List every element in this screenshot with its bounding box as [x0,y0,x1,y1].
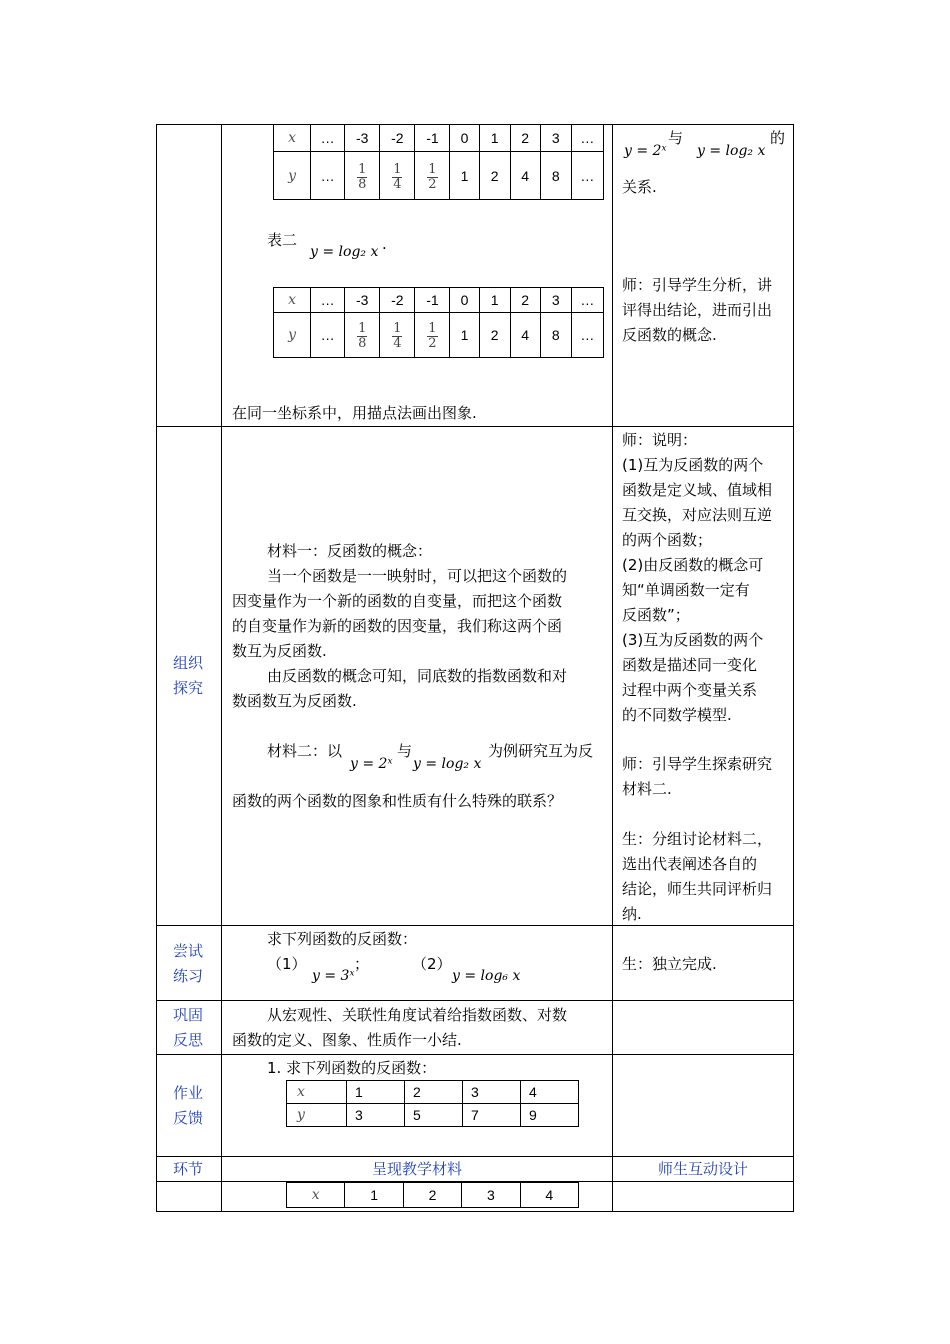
material-1-extra: 由反函数的概念可知，同底数的指数函数和对 [267,667,568,685]
table-cell: 8 [540,152,571,200]
table-cell: 4 [510,152,540,200]
student-note: 生：独立完成. [622,955,717,973]
table-cell: 3 [462,1183,520,1208]
table-cell: … [311,152,345,200]
value-table-1 [273,124,604,200]
teacher-explain-line: 的不同数学模型. [622,706,732,724]
table-cell: 2 [510,288,540,313]
value-table-2 [273,287,604,358]
table-cell [380,313,415,358]
exercise-item-number: （1） [267,955,307,973]
formula-exp: y = 2ˣ [624,143,667,159]
table-cell: 4 [520,1081,578,1104]
teacher-explain-line: 函数是描述同一变化 [622,656,758,674]
table-cell [345,152,380,200]
numerator: 1 [358,161,367,177]
fraction [357,322,367,351]
table-cell: 1 [345,1183,403,1208]
header-stage: 环节 [173,1160,204,1178]
table-cell: 2 [479,313,510,358]
section-label: 练习 [173,967,204,985]
column-divider-1 [221,124,222,1212]
table-cell: 1 [479,288,510,313]
summary-line: 从宏观性、关联性角度试着给指数函数、对数 [267,1006,568,1024]
material-2-prefix: 材料二：以 [267,742,343,760]
table-cell [345,313,380,358]
material-2-line: 函数的两个函数的图象和性质有什么特殊的联系？ [232,792,563,810]
table-row [274,313,604,358]
exercise-title: 求下列函数的反函数： [267,930,418,948]
table-cell: x [287,1183,345,1208]
section-label: 作业 [173,1084,204,1102]
fraction [427,163,437,192]
table-cell: x [287,1081,347,1104]
table-cell: 4 [510,313,540,358]
table-cell: 0 [450,125,479,152]
teacher-note-line: 反函数的概念. [622,326,717,344]
table-cell: -2 [380,288,415,313]
table-2-caption-label: 表二 [267,231,298,249]
table-cell: 1 [347,1081,405,1104]
teacher-explain-line: 函数是定义域、值域相 [622,481,773,499]
table-cell: … [311,313,345,358]
table-cell [415,313,450,358]
table-cell: -3 [345,125,380,152]
table-row [274,288,604,313]
teacher-explain-line: 互交换，对应法则互逆 [622,506,773,524]
teacher-explain-line: 过程中两个变量关系 [622,681,758,699]
row-divider [156,426,794,427]
row-divider [156,1000,794,1001]
table-cell: x [274,288,311,313]
table-cell: -2 [380,125,415,152]
table-cell: -3 [345,288,380,313]
denominator: 2 [428,336,437,351]
denominator: 8 [358,176,367,192]
table-cell: 2 [403,1183,461,1208]
summary-line: 函数的定义、图象、性质作一小结. [232,1031,462,1049]
table-cell: 2 [479,152,510,200]
material-1-line: 数互为反函数. [232,642,327,660]
numerator: 1 [358,321,367,336]
conjunction-text: 与 [397,742,413,760]
homework-table [286,1080,579,1127]
teacher-note-line: 评得出结论，进而引出 [622,301,773,319]
exercise-formula: y = log₆ x [452,968,521,984]
table-cell: … [311,288,345,313]
table-cell: -1 [415,288,450,313]
material-1-line: 当一个函数是一一映射时，可以把这个函数的 [267,567,568,585]
table-cell: … [311,125,345,152]
header-interaction: 师生互动设计 [657,1160,748,1178]
denominator: 4 [393,176,402,192]
table-row [287,1081,579,1104]
table-2-caption-formula: y = log₂ x [310,244,379,260]
material-2-suffix: 为例研究互为反 [488,742,594,760]
section-label: 组织 [173,654,204,672]
table-cell [380,152,415,200]
section-label: 巩固 [173,1006,204,1024]
table-row [287,1104,579,1127]
student-note-line: 选出代表阐述各自的 [622,855,758,873]
teacher-guide-line: 师：引导学生探索研究 [622,755,773,773]
table-cell: 3 [462,1081,520,1104]
fraction [357,163,367,192]
exercise-formula: y = 3ˣ [312,968,355,984]
teacher-explain-line: 知“单调函数一定有 [622,581,750,599]
table-cell: y [274,152,311,200]
numerator: 1 [428,161,437,177]
table-2-caption-end: . [382,235,387,253]
table-cell: x [274,125,311,152]
table-cell [415,152,450,200]
numerator: 1 [393,321,402,336]
numerator: 1 [393,161,402,177]
material-1-extra: 数函数互为反函数. [232,692,357,710]
table-cell: 0 [450,288,479,313]
homework-title: 1. 求下列函数的反函数： [267,1059,437,1077]
denominator: 4 [393,336,402,351]
table-cell: … [571,125,603,152]
section-label: 反馈 [173,1109,204,1127]
teacher-explain-line: (1)互为反函数的两个 [622,456,764,474]
teacher-note-line: 师：引导学生分析，讲 [622,276,773,294]
table-cell: 2 [510,125,540,152]
teacher-explain-line: (2)由反函数的概念可 [622,556,764,574]
fraction [427,322,437,351]
table-cell: 1 [450,152,479,200]
table-cell: -1 [415,125,450,152]
table-row [274,152,604,200]
formula-exp: y = 2ˣ [350,756,393,772]
student-note-line: 生：分组讨论材料二， [622,830,773,848]
continued-table [286,1182,579,1208]
teacher-explain-line: 的两个函数； [622,531,713,549]
denominator: 2 [428,176,437,192]
table-cell: … [571,152,603,200]
teacher-guide-line: 材料二. [622,780,672,798]
table-cell: … [571,288,603,313]
table-cell: 3 [347,1104,405,1127]
material-1-line: 的自变量作为新的函数的因变量，我们称这两个函 [232,617,563,635]
relation-text: 关系. [622,178,657,196]
column-divider-2 [612,124,613,1212]
teacher-explain-line: (3)互为反函数的两个 [622,631,764,649]
section-label: 尝试 [173,942,204,960]
table-row [274,125,604,152]
formula-log: y = log₂ x [413,756,482,772]
header-materials: 呈现教学材料 [371,1160,462,1178]
table-cell: 3 [540,288,571,313]
numerator: 1 [428,321,437,336]
table-cell: … [571,313,603,358]
formula-log: y = log₂ x [697,143,766,159]
separator-text: ； [354,955,370,973]
section-label: 探究 [173,679,204,697]
exercise-item-number: （2） [412,955,452,973]
conjunction-text: 与 [668,129,684,147]
teacher-explain-line: 反函数”； [622,606,690,624]
particle-text: 的 [770,129,786,147]
table-cell: 8 [540,313,571,358]
material-1-title: 材料一：反函数的概念： [267,542,433,560]
table-cell: 3 [540,125,571,152]
denominator: 8 [358,336,367,351]
table-cell: y [274,313,311,358]
fraction [392,163,402,192]
plot-instruction: 在同一坐标系中，用描点法画出图象. [232,404,477,422]
table-cell: 4 [520,1183,578,1208]
table-cell: 5 [405,1104,463,1127]
table-cell: 1 [450,313,479,358]
table-row [287,1183,579,1208]
row-divider [156,1054,794,1055]
row-divider [156,925,794,926]
table-cell: 2 [405,1081,463,1104]
teacher-explain-line: 师：说明： [622,431,698,449]
student-note-line: 结论，师生共同评析归 [622,880,773,898]
table-cell: 7 [462,1104,520,1127]
table-cell: y [287,1104,347,1127]
section-label: 反思 [173,1031,204,1049]
material-1-line: 因变量作为一个新的函数的自变量，而把这个函数 [232,592,563,610]
student-note-line: 纳. [622,905,642,923]
table-cell: 9 [520,1104,578,1127]
fraction [392,322,402,351]
table-cell: 1 [479,125,510,152]
